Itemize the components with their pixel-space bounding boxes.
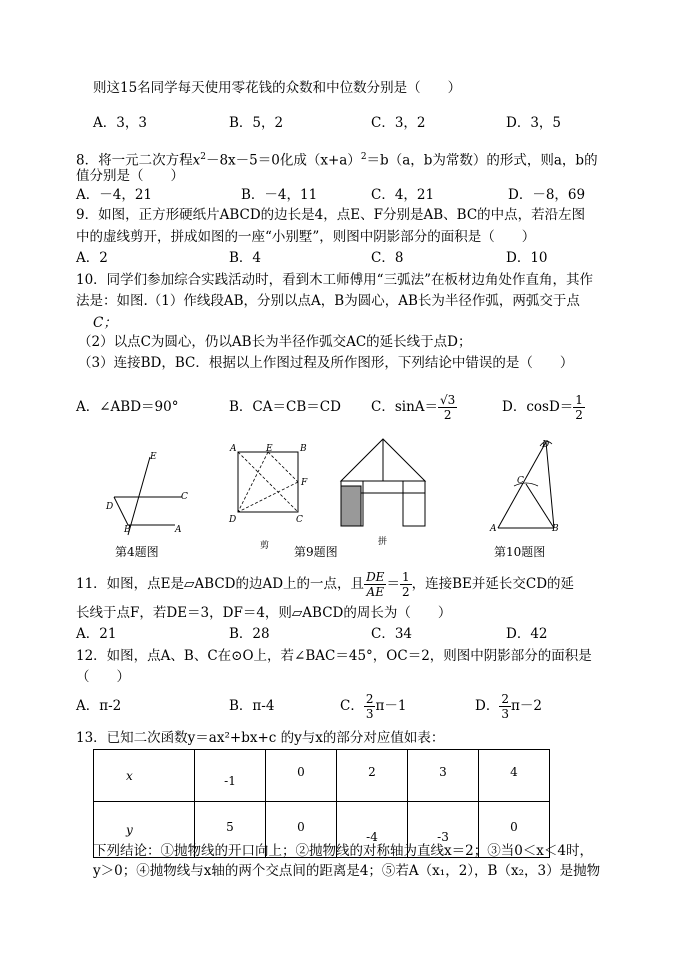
q9-option-b: B．4: [229, 250, 262, 266]
caption-q9: 第9题图: [294, 545, 338, 559]
q9-label-a: A: [230, 444, 237, 454]
q10-label-d: D: [542, 440, 550, 450]
table-cell: -1: [195, 750, 266, 802]
q7-option-a: A．3，3: [93, 115, 147, 131]
q4-label-e: E: [150, 452, 157, 462]
q10-line2: 法是：如图.（1）作线段AB，分别以点A，B为圆心，AB长为半径作弧，两弧交于点: [76, 293, 580, 309]
q12-line2: （ ）: [76, 669, 130, 685]
table-cell: 0: [479, 802, 550, 858]
table-cell: 2: [337, 750, 408, 802]
q7-option-c: C．3，2: [371, 115, 426, 131]
q11-option-d: D．42: [506, 626, 548, 642]
q10-label-c: C: [517, 476, 524, 486]
table-cell: x: [94, 750, 195, 802]
table-cell: -3: [408, 802, 479, 858]
caption-q4: 第4题图: [115, 545, 159, 559]
caption-q10: 第10题图: [494, 545, 546, 559]
q13-line3: y＞0；④抛物线与x轴的两个交点间的距离是4；⑤若A（x₁，2），B（x₂，3）是抛物: [93, 863, 601, 879]
q9-option-d: D．10: [506, 250, 548, 266]
q8-option-c: C．4，21: [371, 187, 435, 203]
q11-option-a: A．21: [76, 626, 117, 642]
q7-option-d: D．3，5: [506, 115, 562, 131]
table-cell: 0: [266, 750, 337, 802]
assemble-label: 拼: [378, 537, 388, 547]
q9-line1: 9．如图，正方形硬纸片ABCD的边长是4，点E、F分别是AB、BC的中点，若沿左图: [76, 207, 586, 223]
q10-option-a: A．∠ABD＝90°: [76, 399, 179, 415]
q13-line1: 13．已知二次函数y＝ax²+bx+c 的y与x的部分对应值如表：: [76, 730, 445, 746]
q10-label-a: A: [490, 524, 497, 534]
q8-option-d: D．－8，69: [508, 187, 586, 203]
q9-label-c: C: [296, 515, 303, 525]
table-cell: 4: [479, 750, 550, 802]
q10-line3: C；: [93, 315, 117, 331]
q9-option-c: C．8: [371, 250, 404, 266]
table-cell: -4: [337, 802, 408, 858]
q9-label-e: E: [266, 444, 273, 454]
q12-option-a: A．π-2: [76, 698, 122, 714]
q10-option-d: D．cosD＝ $\frac{1}{2}$: [502, 393, 583, 422]
q9-line2: 中的虚线剪开，拼成如图的一座“小别墅”，则图中阴影部分的面积是（ ）: [76, 229, 536, 245]
q10-option-c: C．sinA＝ $\frac{√3}{2}$: [371, 393, 456, 422]
q4-label-a: A: [175, 525, 182, 535]
q12-line1: 12．如图，点A、B、C在⊙O上，若∠BAC＝45°，OC＝2，则图中阴影部分的面积是: [76, 648, 592, 664]
q12-option-c: C． $\frac{2}{3}$ π－1: [340, 692, 407, 721]
q11-line1: 11．如图，点E是▱ABCD的边AD上的一点，且 $\frac{DE}{AE}$ ＝ $\frac{1}{2}$ ，连接BE并延长交CD的延: [76, 570, 575, 599]
q11-line2: 长线于点F，若DE＝3，DF＝4，则▱ABCD的周长为（ ）: [76, 605, 452, 621]
q10-line4: （2）以点C为圆心，仍以AB长为半径作弧交AC的延长线于点D；: [78, 334, 472, 350]
figure-q9-house: [338, 436, 428, 531]
table-cell: 0: [266, 802, 337, 858]
q9-label-b: B: [300, 444, 307, 454]
q12-option-d: D． $\frac{2}{3}$ π－2: [475, 692, 542, 721]
q9-label-d: D: [229, 515, 237, 525]
q9-label-f: F: [301, 478, 308, 488]
table-cell: 3: [408, 750, 479, 802]
q10-line1: 10．同学们参加综合实践活动时，看到木工师傅用“三弧法”在板材边角处作直角，其作: [76, 272, 593, 288]
q7-option-b: B．5，2: [229, 115, 284, 131]
q10-option-b: B．CA＝CB＝CD: [229, 399, 341, 415]
figure-q9-square: [228, 442, 308, 524]
q10-line5: （3）连接BD，BC．根据以上作图过程及所作图形，下列结论中错误的是（ ）: [78, 355, 574, 371]
table-row: [94, 750, 550, 802]
q7-stem: 则这15名同学每天使用零花钱的众数和中位数分别是（ ）: [93, 80, 462, 96]
q8-option-a: A．－4，21: [76, 187, 153, 203]
q4-label-d: D: [106, 502, 114, 512]
q8-line2: 值分别是（ ）: [76, 168, 184, 184]
q4-label-b: B: [124, 525, 131, 535]
table-cell: y: [94, 802, 195, 858]
cut-label: 剪: [260, 541, 270, 551]
q8-line1: 8．将一元二次方程$x^2-8x-5=0$化成$(x+a)^2=b(a$，b为常数）的形式，则a，b的: [76, 152, 598, 169]
q13-line2: 下列结论：①抛物线的开口向上；②抛物线的对称轴为直线x＝2；③当0＜x＜4时，: [93, 843, 593, 859]
table-cell: 5: [195, 802, 266, 858]
q9-option-a: A．2: [76, 250, 108, 266]
figure-q10: [488, 436, 568, 536]
q11-option-b: B．28: [229, 626, 270, 642]
q11-option-c: C．34: [371, 626, 413, 642]
q4-label-c: C: [181, 492, 188, 502]
q10-label-b: B: [552, 524, 559, 534]
q12-option-b: B．π-4: [229, 698, 275, 714]
q8-option-b: B．－4，11: [241, 187, 318, 203]
